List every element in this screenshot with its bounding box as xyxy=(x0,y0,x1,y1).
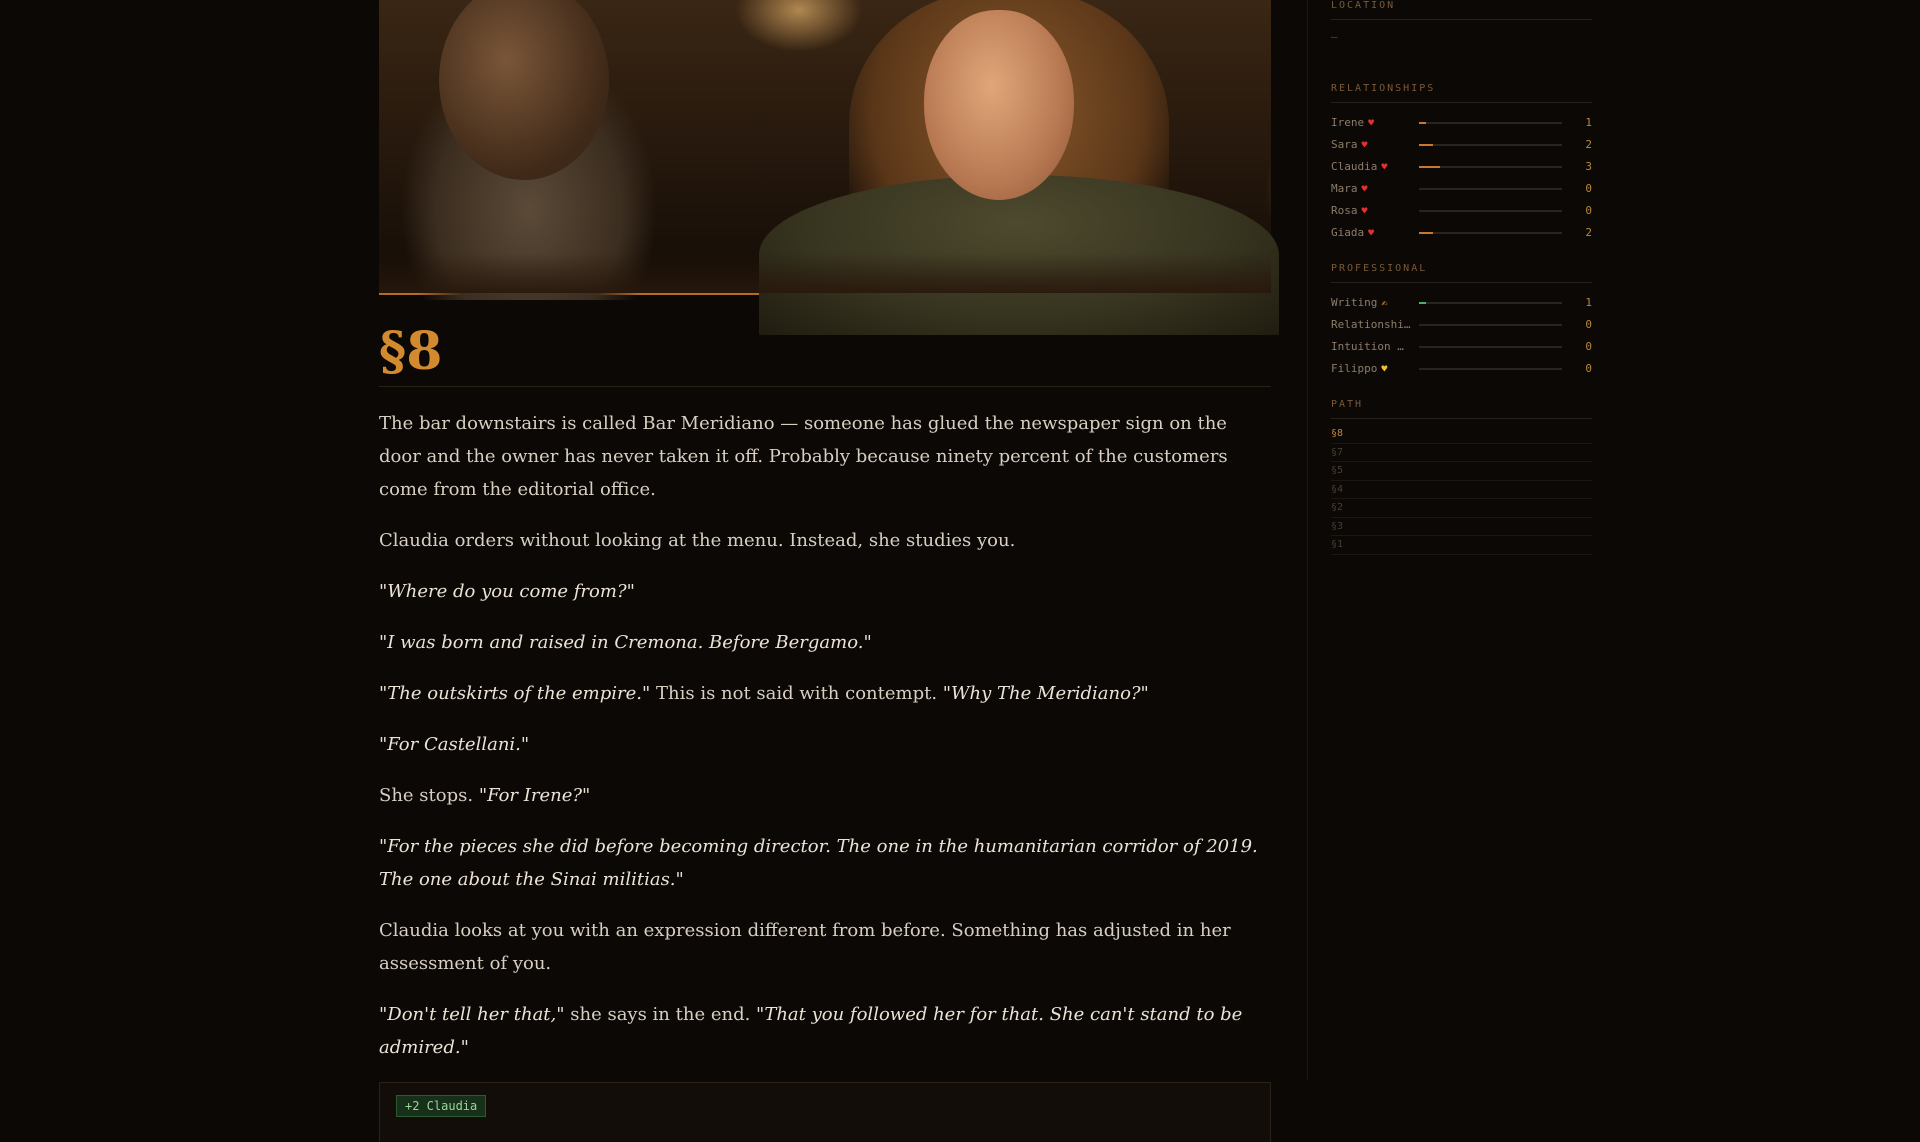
professional-heading: PROFESSIONAL xyxy=(1331,263,1592,283)
illustration-woman-face xyxy=(924,10,1074,200)
dialogue-quote: "For Irene?" xyxy=(478,785,591,806)
dialogue-quote: "The outskirts of the empire." xyxy=(379,683,651,704)
sidebar-divider xyxy=(1307,0,1308,1080)
location-heading: LOCATION xyxy=(1331,0,1592,20)
relationships-heading: RELATIONSHIPS xyxy=(1331,83,1592,103)
story-paragraph: "For the pieces she did before becoming director. The one in the humanitarian corridor of 2019. The one about the Sinai militias." xyxy=(379,836,1258,890)
dialogue-quote: "Don't tell her that," xyxy=(379,1004,565,1025)
relationships-section xyxy=(1331,83,1592,243)
path-list xyxy=(1331,425,1592,555)
narration-text: She stops. xyxy=(379,785,479,806)
heart-icon: ♥ xyxy=(1368,228,1375,239)
stat-name-text: Intuition … xyxy=(1331,340,1404,353)
heart-icon: ♥ xyxy=(1381,162,1388,173)
stat-name-text: Filippo xyxy=(1331,362,1378,375)
stat-bar xyxy=(1419,346,1562,348)
story-paragraph: Claudia orders without looking at the menu. Instead, she studies you. xyxy=(379,530,1016,551)
stats-sidebar xyxy=(1331,0,1592,555)
story-paragraph: The bar downstairs is called Bar Meridiano — someone has glued the newspaper sign on the door and the owner has never taken it off. Probably because ninety percent of the customers come from the editorial office. xyxy=(379,413,1228,500)
stat-name-text: Sara xyxy=(1331,138,1358,151)
path-item[interactable]: §8 xyxy=(1331,425,1592,444)
stat-value: 0 xyxy=(1585,204,1592,217)
stat-name xyxy=(1331,160,1411,173)
stat-row-filippo xyxy=(1331,357,1592,379)
stat-name xyxy=(1331,318,1411,331)
story-column xyxy=(379,0,1271,1113)
stat-value: 0 xyxy=(1585,318,1592,331)
stat-row-writing xyxy=(1331,291,1592,313)
stat-name-text: Mara xyxy=(1331,182,1358,195)
stat-value: 2 xyxy=(1585,138,1592,151)
heart-icon: ♥ xyxy=(1368,118,1375,129)
path-item[interactable]: §7 xyxy=(1331,444,1592,463)
stat-name xyxy=(1331,296,1411,309)
story-paragraph: "For Castellani." xyxy=(379,734,530,755)
story-paragraph xyxy=(379,998,1271,1064)
stat-row-irene xyxy=(1331,111,1592,133)
stat-row-relationshi xyxy=(1331,313,1592,335)
path-item[interactable]: §4 xyxy=(1331,481,1592,500)
stat-value: 0 xyxy=(1585,340,1592,353)
professional-list xyxy=(1331,291,1592,379)
professional-section xyxy=(1331,263,1592,379)
stat-name xyxy=(1331,116,1411,129)
writing-icon: ✍ xyxy=(1381,298,1388,309)
path-item[interactable]: §3 xyxy=(1331,518,1592,537)
path-item[interactable]: §1 xyxy=(1331,536,1592,555)
story-paragraph xyxy=(379,677,1271,710)
stat-name xyxy=(1331,204,1411,217)
stat-bar-fill xyxy=(1419,122,1426,124)
location-value: — xyxy=(1331,30,1338,43)
stat-bar-fill xyxy=(1419,232,1433,234)
path-heading: PATH xyxy=(1331,399,1592,419)
stat-row-claudia xyxy=(1331,155,1592,177)
stat-bar xyxy=(1419,166,1562,168)
stat-row-sara xyxy=(1331,133,1592,155)
stat-bar xyxy=(1419,188,1562,190)
heart-icon: ♥ xyxy=(1361,206,1368,217)
stat-bar xyxy=(1419,144,1562,146)
stat-row-giada xyxy=(1331,221,1592,243)
stat-bar xyxy=(1419,122,1562,124)
relationships-list xyxy=(1331,111,1592,243)
dialogue-quote: "That you followed her for that. She can't stand to be admired." xyxy=(379,1004,1243,1058)
heart-icon: ♥ xyxy=(1361,184,1368,195)
effect-tag: +2 Claudia xyxy=(396,1095,486,1117)
stat-row-intuition xyxy=(1331,335,1592,357)
path-item[interactable]: §5 xyxy=(1331,462,1592,481)
stat-bar-fill xyxy=(1419,302,1426,304)
illustration-table xyxy=(379,253,1271,293)
story-paragraph: Claudia looks at you with an expression different from before. Something has adjusted in her assessment of you. xyxy=(379,920,1231,974)
stat-bar xyxy=(1419,210,1562,212)
narration-text: she says in the end. xyxy=(564,1004,757,1025)
story-paragraph xyxy=(379,779,1271,812)
stat-value: 0 xyxy=(1585,362,1592,375)
stat-name-text: Claudia xyxy=(1331,160,1378,173)
stat-name xyxy=(1331,362,1411,375)
stat-name xyxy=(1331,138,1411,151)
stat-value: 1 xyxy=(1585,116,1592,129)
stat-bar xyxy=(1419,368,1562,370)
stat-value: 0 xyxy=(1585,182,1592,195)
stat-name-text: Rosa xyxy=(1331,204,1358,217)
stat-name-text: Giada xyxy=(1331,226,1365,239)
dialogue-quote: "Why The Meridiano?" xyxy=(942,683,1149,704)
stat-value: 3 xyxy=(1585,160,1592,173)
stat-bar-fill xyxy=(1419,144,1433,146)
effects-panel xyxy=(379,1082,1271,1142)
stat-row-rosa xyxy=(1331,199,1592,221)
section-title: §8 xyxy=(379,317,1271,387)
narration-text: This is not said with contempt. xyxy=(650,683,943,704)
stat-bar xyxy=(1419,324,1562,326)
stat-value: 2 xyxy=(1585,226,1592,239)
path-section xyxy=(1331,399,1592,555)
story-text xyxy=(379,387,1271,1064)
story-paragraph: "I was born and raised in Cremona. Before Bergamo." xyxy=(379,632,872,653)
stat-name xyxy=(1331,340,1411,353)
stat-name-text: Irene xyxy=(1331,116,1365,129)
stat-bar xyxy=(1419,302,1562,304)
stat-value: 1 xyxy=(1585,296,1592,309)
stat-name xyxy=(1331,182,1411,195)
stat-name-text: Relationshi… xyxy=(1331,318,1411,331)
path-item[interactable]: §2 xyxy=(1331,499,1592,518)
stat-row-mara xyxy=(1331,177,1592,199)
stat-name-text: Writing xyxy=(1331,296,1378,309)
stat-bar-fill xyxy=(1419,166,1440,168)
stat-bar xyxy=(1419,232,1562,234)
gold-heart-icon: ♥ xyxy=(1381,364,1388,375)
stat-name xyxy=(1331,226,1411,239)
heart-icon: ♥ xyxy=(1361,140,1368,151)
story-paragraph: "Where do you come from?" xyxy=(379,581,635,602)
scene-illustration xyxy=(379,0,1271,295)
